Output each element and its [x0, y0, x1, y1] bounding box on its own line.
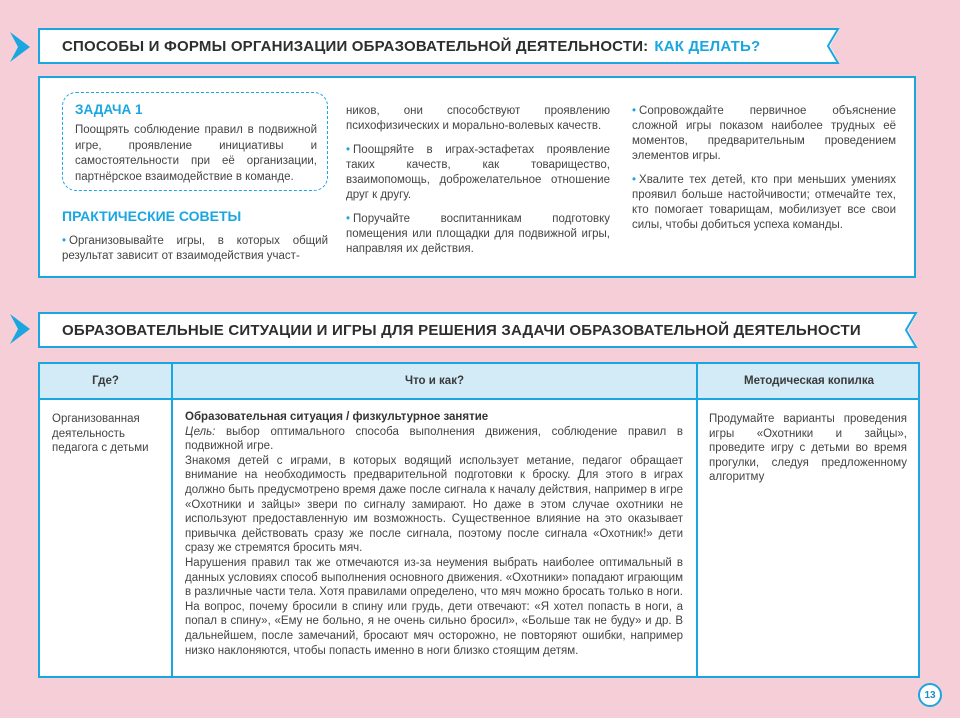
- column-header-kopilka: Методическая копилка: [743, 375, 875, 387]
- tip-item: • Хвалите тех детей, кто при меньших умениях проявил больше настойчивости; отмечайте тех, кто помогает товарищам, мобилизует все свои силы, чтобы добиться успеха команды.: [632, 174, 896, 231]
- task-card: [62, 92, 328, 191]
- table-cell-what: [185, 410, 683, 658]
- section-header-methods: [38, 28, 828, 64]
- tip-item: • Сопровождайте первичное объяснение сложной игры показом наиболее трудных её моментов, предварительным проведением элементов игры.: [632, 105, 896, 162]
- section-title: ОБРАЗОВАТЕЛЬНЫЕ СИТУАЦИИ И ИГРЫ ДЛЯ РЕШЕНИЯ ЗАДАЧИ ОБРАЗОВАТЕЛЬНОЙ ДЕЯТЕЛЬНОСТИ: [62, 321, 861, 339]
- task-text: Поощрять соблюдение правил в подвижной игре, проявление инициативы и самостоятельности при её организации, партнёрское взаимодействие в команде.: [75, 124, 317, 183]
- chevron-right-icon: [8, 30, 34, 64]
- tips-column-1: [62, 234, 328, 273]
- tips-column-3: [632, 104, 896, 242]
- situation-title: Образовательная ситуация / физкультурное занятие: [185, 411, 489, 423]
- tips-title: ПРАКТИЧЕСКИЕ СОВЕТЫ: [62, 208, 242, 224]
- table-cell-kopilka: Продумайте варианты проведения игры «Охотники и зайцы», проведите игру с детьми во время прогулки, следуя предложенному алгоритму: [709, 413, 907, 484]
- header-ribbon-tail: [904, 312, 918, 348]
- chevron-right-icon: [8, 312, 34, 346]
- situation-goal: Цель: выбор оптимального способа выполнения движения, соблюдение правил в подвижной игре.: [185, 425, 683, 453]
- situation-paragraph: Знакомя детей с играми, в которых водящий использует метание, педагог обращает внимание на необходимость предварительной подготовки к броску. Для этого в играх должно быть предусмотрено время даже после сигнала к началу действия, например в игре «Охотники и зайцы» звери по сигналу замирают. Но даже в этом случае охотники не используют предоставленную им возможность. Существенное влияние на это оказывает привычка действовать сразу же после сигнала, поэтому после сигнала «Охотник!» дети сразу же стремятся бросить мяч.: [185, 454, 683, 555]
- practical-tips-panel: [38, 76, 916, 278]
- situation-paragraph: Нарушения правил так же отмечаются из-за неумения выбрать наиболее оптимальный в данных условиях способ выполнения основного движения. «Охотники» попадают играющим в различные части тела. Хотя правилами определено, что мяч можно бросать только в ноги. На вопрос, почему бросили в спину или грудь, дети отвечают: «Я хотел попасть в ноги, а попал в спину», «Ему не больно, я не очень сильно бросил», «Больше так не буду» и др. В дальнейшем, после замечаний, бросают мяч осторожно, не повторяют ошибки, например низко наклоняются, чтобы попасть именно в ноги близко стоящим детям.: [185, 556, 683, 657]
- tip-item: • Организовывайте игры, в которых общий результат зависит от взаимодействия участ-: [62, 235, 328, 262]
- tip-item: • Поручайте воспитанникам подготовку помещения или площадки для подвижной игры, направляя их действия.: [346, 213, 610, 255]
- tip-item: • Поощряйте в играх-эстафетах проявление таких качеств, как товарищество, взаимопомощь, доброжелательное отношение друг к другу.: [346, 144, 610, 201]
- situations-table: [38, 362, 920, 678]
- page-number: 13: [918, 683, 942, 707]
- column-divider: [696, 364, 698, 676]
- header-ribbon-tail: [826, 28, 840, 64]
- table-cell-where: Организованная деятельность педагога с детьми: [52, 413, 149, 455]
- section-header-situations: [38, 312, 906, 348]
- column-divider: [171, 364, 173, 676]
- section-title-accent: КАК ДЕЛАТЬ?: [654, 37, 761, 55]
- task-title: ЗАДАЧА 1: [75, 102, 143, 117]
- section-title: СПОСОБЫ И ФОРМЫ ОРГАНИЗАЦИИ ОБРАЗОВАТЕЛЬНОЙ ДЕЯТЕЛЬНОСТИ:: [62, 37, 649, 55]
- column-header-what: Что и как?: [405, 375, 464, 387]
- column-header-where: Где?: [92, 375, 119, 387]
- tips-column-2: [346, 104, 610, 266]
- tip-continuation: ников, они способствуют проявлению психофизических и морально-волевых качеств.: [346, 105, 610, 132]
